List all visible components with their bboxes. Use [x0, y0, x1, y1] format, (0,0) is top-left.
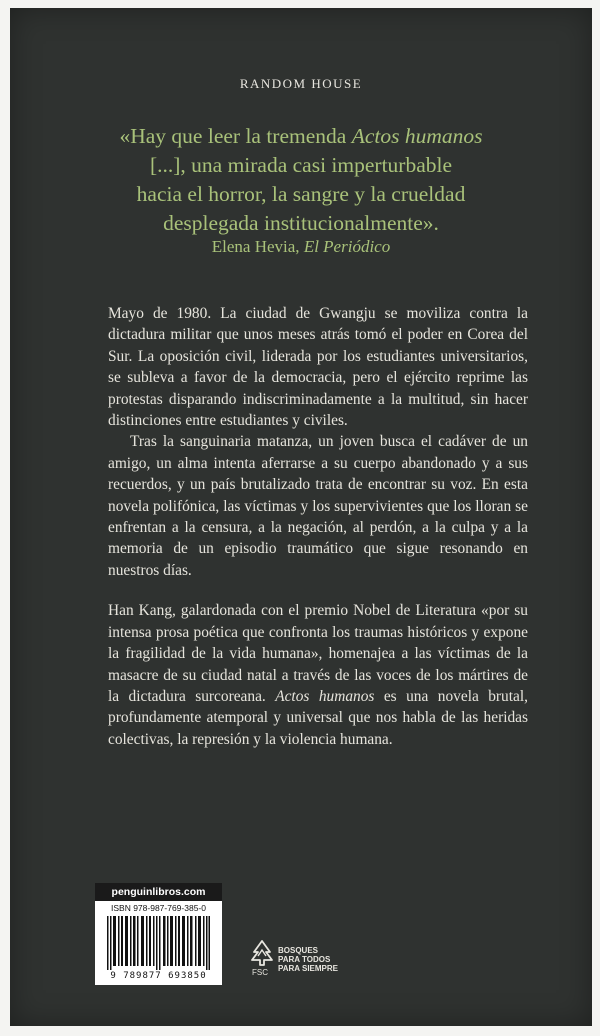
barcode-block [95, 883, 222, 985]
isbn-text: ISBN 978-987-769-385-0 [111, 903, 206, 913]
quote-line-4: desplegada institucionalmente». [163, 211, 439, 235]
publisher-website: penguinlibros.com [95, 883, 222, 901]
barcode-bars [107, 916, 210, 970]
synopsis-paragraph-1: Mayo de 1980. La ciudad de Gwangju se moviliza contra la dictadura militar que unos meses atrás tomó el poder en Corea del Sur. La oposición civil, liderada por los estudiantes universitarios, se subleva a favor de la democracia, pero el ejército reprime las protestas disparando indiscriminadamente a la multitud, sin hacer distinciones entre estudiantes y civiles. [108, 305, 528, 430]
quote-line-1: «Hay que leer la tremenda Actos humanos [119, 124, 483, 148]
fsc-slogan: BOSQUES PARA TODOS PARA SIEMPRE [278, 946, 339, 973]
fsc-tree-logo-icon [248, 938, 276, 968]
synopsis-book-title: Actos humanos [275, 687, 375, 705]
quote-line-3: hacia el horror, la sangre y la crueldad [136, 182, 466, 206]
synopsis [108, 303, 528, 750]
quote-line-2: [...], una mirada casi imperturbable [149, 153, 453, 177]
quote-book-title: Actos humanos [351, 124, 483, 148]
review-quote [60, 122, 542, 238]
book-back-cover [10, 8, 592, 1026]
barcode-number: 9 789877 693850 [110, 971, 207, 981]
synopsis-paragraph-3: Han Kang, galardonada con el premio Nobel de Literatura «por su intensa prosa poética que confronta los traumas históricos y expone la fragilidad de la vida humana», homenajea a las víctimas de la masacre de su ciudad natal a través de las voces de los mártires de la dictadura surcoreana. Actos humanos es una novela brutal, profundamente atemporal y universal que nos habla de las heridas colectivas, la represión y la violencia humana. [108, 602, 528, 748]
quote-attribution [10, 237, 592, 257]
publisher-name: RANDOM HOUSE [239, 76, 363, 91]
quote-author: Elena Hevia, [211, 237, 304, 256]
synopsis-paragraph-2: Tras la sanguinaria matanza, un joven busca el cadáver de un amigo, un alma intenta aferrarse a su cuerpo abandonado y a sus recuerdos, y un país brutalizado trata de encontrar su voz. En esta novela polifónica, las víctimas y los supervivientes que los lloran se enfrentan a la censura, a la negación, al perdón, a la culpa y a la memoria de un episodio traumático que sigue resonando en nuestros días. [108, 433, 528, 579]
quote-source: El Periódico [303, 237, 391, 256]
fsc-label: FSC [252, 968, 268, 977]
